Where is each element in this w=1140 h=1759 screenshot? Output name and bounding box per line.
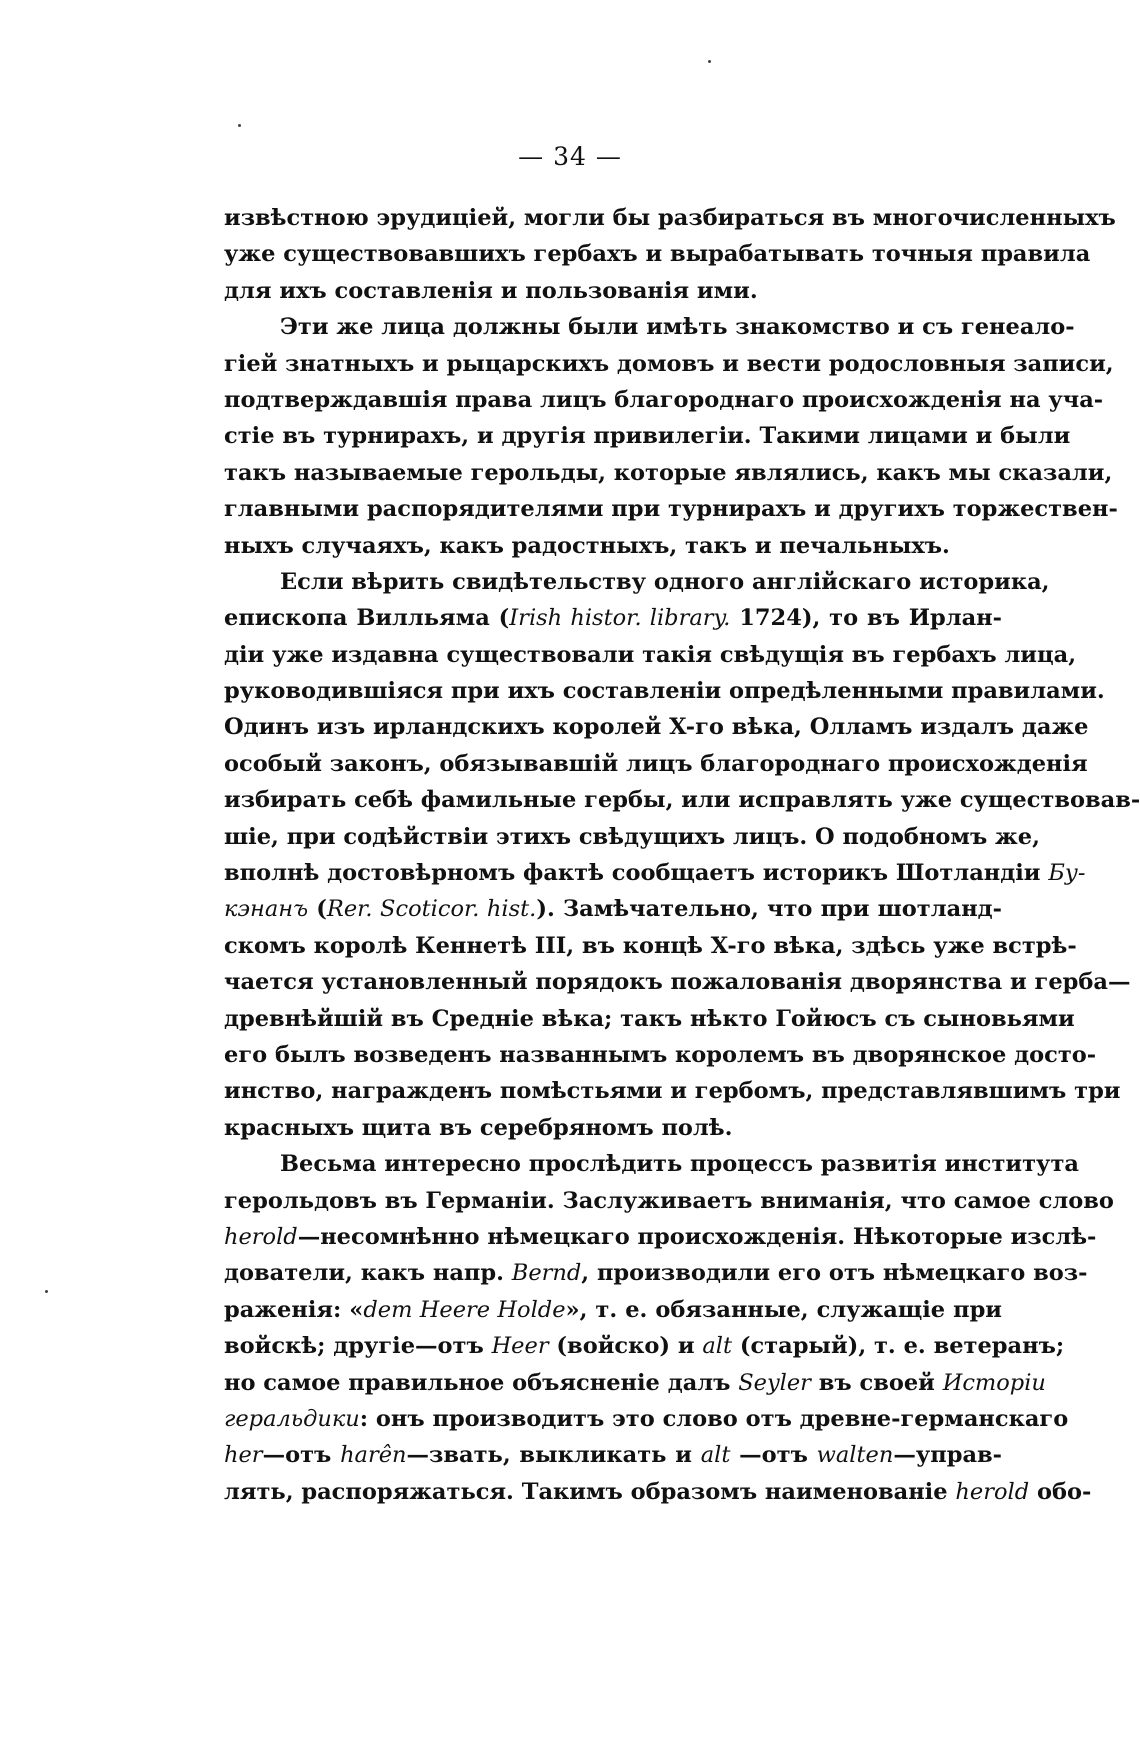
text-line [224,928,1077,964]
text-line [224,1292,1002,1328]
text-run: », т. е. обязанные, служащіе при [565,1296,1002,1323]
text-run: но самое правильное объясненіе далъ [224,1369,739,1396]
text-line [224,964,1131,1000]
italic-run: dem Heere Holde [363,1296,566,1323]
text-line [224,382,1104,418]
text-line [224,855,1086,891]
italic-run: herold [955,1478,1030,1505]
italic-run: herold [224,1223,298,1250]
text-line [224,1474,1092,1510]
text-run: —отъ [730,1442,817,1469]
text-run: въ своей [810,1369,943,1396]
text-run: раженія: « [224,1296,364,1323]
body-text [224,200,1140,1510]
text-run: извѣстною эрудиціей, могли бы разбираться въ многочисленныхъ [224,205,1116,231]
text-run: инство, награжденъ помѣстьями и гербомъ, представлявшимъ три [224,1078,1121,1105]
text-line [224,1328,1065,1364]
page-number: — 34 — [518,142,622,171]
italic-run: Irish histor. library. [509,605,731,632]
text-run: (старый), т. е. ветеранъ; [732,1333,1065,1360]
text-run: —отъ [262,1442,341,1469]
text-line [224,1365,1046,1401]
text-run: ). Замѣчательно, что при шотланд- [536,896,1002,923]
text-line [224,236,1091,272]
text-run: (войско) и [548,1333,703,1360]
text-run: ныхъ случаяхъ, какъ радостныхъ, такъ и печальныхъ. [224,532,950,559]
text-run: 1724), то въ Ирлан- [730,605,1002,632]
text-run: главными распорядителями при турнирахъ и другихъ торжествен- [224,496,1118,523]
italic-run: alt [702,1333,732,1360]
text-run: руководившіяся при ихъ составленіи опредѣленными правилами. [224,678,1105,705]
print-speck [238,124,241,127]
text-run: : онъ производитъ это слово отъ древне-германскаго [359,1405,1069,1432]
text-line [224,564,1050,600]
paragraph [224,309,1118,564]
text-run: Если вѣрить свидѣтельству одного англійскаго историка, [280,568,1050,595]
text-line [224,1219,1097,1255]
italic-run: her [224,1442,263,1469]
italic-run: Бу- [1048,860,1086,887]
text-line [224,746,1088,782]
text-run: стіе въ турнирахъ, и другія привилегіи. Такими лицами и были [224,423,1071,450]
text-run: Эти же лица должны были имѣть знакомство и съ генеало- [280,314,1075,341]
text-run: избирать себѣ фамильные гербы, или исправлять уже существовав- [224,787,1140,814]
text-line [224,1401,1069,1437]
text-run: для ихъ составленія и пользованія ими. [224,277,758,304]
italic-run: alt [700,1442,731,1469]
text-run: красныхъ щита въ серебряномъ полѣ. [224,1114,733,1141]
print-speck [708,60,711,63]
italic-run: Исторіи [942,1369,1046,1396]
text-run: скомъ королѣ Кеннетѣ III, въ концѣ X-го вѣка, здѣсь уже встрѣ- [224,932,1077,959]
italic-run: Seyler [738,1369,811,1396]
text-line [224,455,1113,491]
text-line [224,1183,1114,1219]
text-run: древнѣйшій въ Средніе вѣка; такъ нѣкто Гойюсъ съ сыновьями [224,1005,1075,1032]
text-run: его былъ возведенъ названнымъ королемъ въ дворянское досто- [224,1041,1097,1068]
text-run: діи уже издавна существовали такія свѣдущія въ гербахъ лица, [224,641,1077,668]
text-run: Одинъ изъ ирландскихъ королей X-го вѣка, Олламъ издалъ даже [224,714,1089,741]
text-run: особый законъ, обязывавшій лицъ благороднаго происхожденія [224,750,1088,777]
text-run: лять, распоряжаться. Такимъ образомъ наименованіе [224,1478,956,1505]
text-line [224,673,1105,709]
text-run: такъ называемые герольды, которые являлись, какъ мы сказали, [224,459,1113,486]
text-run: —несомнѣнно нѣмецкаго происхожденія. Нѣкоторые изслѣ- [297,1223,1097,1250]
text-line [224,491,1118,527]
text-run: шіе, при содѣйствіи этихъ свѣдущихъ лицъ. О подобномъ же, [224,823,1040,850]
text-line [224,528,1002,564]
italic-run: Rer. Scoticor. hist. [326,896,537,923]
text-line [224,273,1002,309]
text-line [224,418,1071,454]
text-line [224,346,1114,382]
paragraph [224,1146,1114,1510]
text-line [224,1110,1002,1146]
text-run: подтверждавшія права лицъ благороднаго происхожденія на уча- [224,386,1104,413]
text-line [224,819,1040,855]
text-run: епископа Вилльяма ( [224,605,510,632]
text-line [224,1146,1079,1182]
text-line [224,200,1116,236]
text-line [224,1001,1075,1037]
text-line [224,709,1089,745]
text-run: —звать, выкликать и [406,1442,701,1469]
text-line [224,891,1002,927]
text-line [224,600,1002,636]
text-line [224,1437,1002,1473]
paragraph [224,200,1116,309]
text-run: дователи, какъ напр. [224,1260,512,1287]
text-run: Весьма интересно прослѣдить процессъ развитія института [280,1151,1079,1178]
text-line [224,1073,1121,1109]
text-run: герольдовъ въ Германіи. Заслуживаетъ вниманія, что самое слово [224,1187,1114,1214]
italic-run: walten [816,1442,894,1469]
text-run: ( [308,896,327,923]
text-line [224,1037,1097,1073]
text-line [224,637,1077,673]
text-run: гіей знатныхъ и рыцарскихъ домовъ и вести родословныя записи, [224,350,1114,377]
text-run: , производили его отъ нѣмецкаго воз- [581,1260,1088,1287]
print-speck [45,1290,48,1293]
text-line [224,1255,1088,1291]
text-run: чается установленный порядокъ пожалованія дворянства и герба— [224,969,1131,996]
text-run: войскѣ; другіе—отъ [224,1333,492,1360]
italic-run: Bernd [511,1260,582,1287]
text-run: обо- [1029,1478,1092,1505]
italic-run: геральдики [224,1405,360,1432]
italic-run: кэнанъ [224,896,309,923]
text-run: уже существовавшихъ гербахъ и вырабатывать точныя правила [224,241,1091,268]
text-run: —управ- [893,1442,1002,1469]
text-line [224,309,1075,345]
italic-run: harên [340,1442,407,1469]
paragraph [224,564,1140,1146]
text-run: вполнѣ достовѣрномъ фактѣ сообщаетъ историкъ Шотландіи [224,860,1049,887]
text-line [224,782,1140,818]
italic-run: Heer [491,1333,549,1360]
